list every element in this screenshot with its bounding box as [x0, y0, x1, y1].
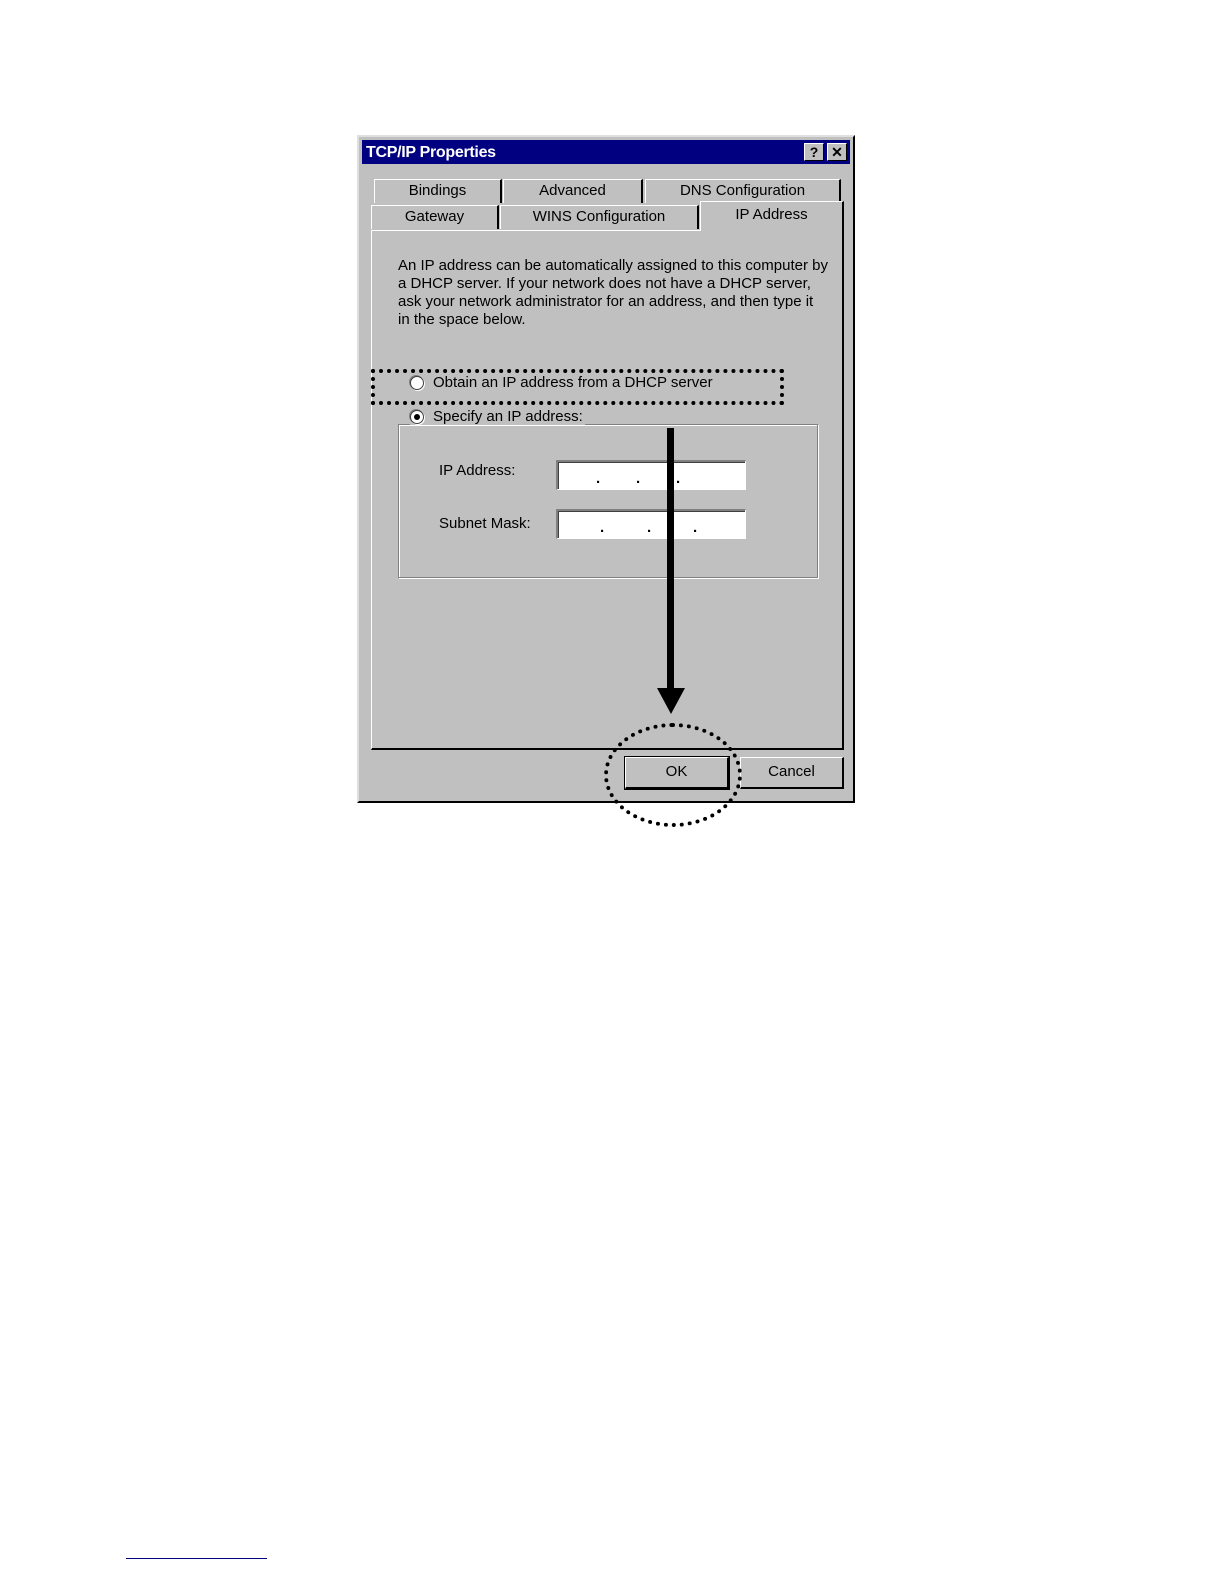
ip-address-panel [371, 230, 844, 750]
ok-button[interactable]: OK [625, 757, 729, 789]
dhcp-option-highlight [371, 369, 784, 405]
tab-dns-configuration[interactable]: DNS Configuration [645, 179, 841, 203]
cancel-button[interactable]: Cancel [740, 757, 844, 789]
subnet-octet-separator: . [600, 519, 605, 536]
radio-specify-ip-label: Specify an IP address: [433, 408, 583, 425]
radio-specify-ip[interactable] [410, 408, 585, 425]
subnet-octet-separator: . [693, 519, 698, 536]
close-button[interactable]: ✕ [827, 143, 847, 161]
description-text: An IP address can be automatically assigned to this computer by a DHCP server. If your network does not have a DHCP server, ask your network administrator for an address, and then type it in the space below. [398, 257, 828, 328]
subnet-mask-label: Subnet Mask: [439, 515, 531, 532]
radio-obtain-dhcp-label: Obtain an IP address from a DHCP server [433, 374, 713, 391]
tcpip-properties-dialog [357, 135, 855, 803]
arrow-down-icon [657, 688, 685, 714]
radio-dot [414, 414, 420, 420]
ip-address-input[interactable] [556, 460, 746, 490]
arrow-shaft [667, 428, 674, 690]
tab-bindings[interactable]: Bindings [374, 179, 502, 203]
specify-ip-groupbox [398, 424, 818, 578]
tab-gateway[interactable]: Gateway [371, 205, 499, 229]
tab-ip-address[interactable]: IP Address [700, 201, 844, 231]
ok-button-highlight [604, 723, 742, 827]
ip-octet-separator: . [676, 470, 681, 487]
help-button[interactable]: ? [804, 143, 824, 161]
ip-octet-separator: . [636, 470, 641, 487]
subnet-mask-input[interactable] [556, 509, 746, 539]
ip-address-label: IP Address: [439, 462, 516, 479]
ip-octet-separator: . [596, 470, 601, 487]
footnote-rule [126, 1558, 267, 1559]
dialog-title: TCP/IP Properties [366, 144, 496, 161]
subnet-octet-separator: . [647, 519, 652, 536]
radio-button-selected[interactable] [410, 410, 424, 424]
tab-wins-configuration[interactable]: WINS Configuration [500, 205, 699, 229]
title-bar[interactable] [362, 140, 850, 164]
tab-advanced[interactable]: Advanced [503, 179, 643, 203]
